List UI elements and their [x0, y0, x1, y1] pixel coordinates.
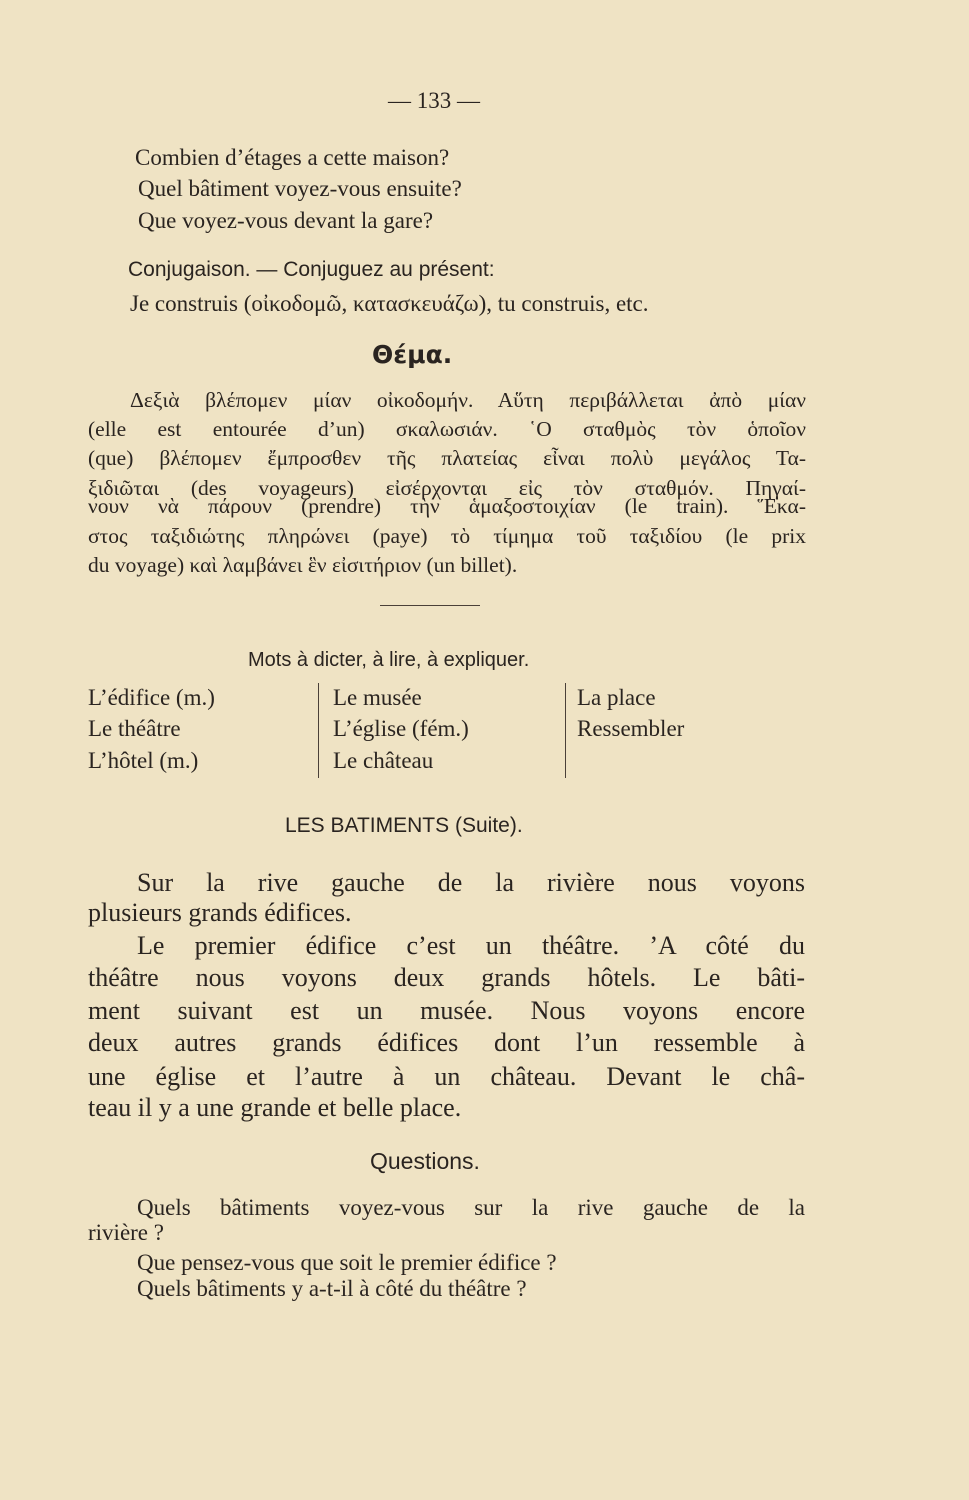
- question-line: rivière ?: [88, 1220, 164, 1245]
- divider: [380, 605, 480, 606]
- lesson-line: Sur la rive gauche de la rivière nous voyons: [137, 868, 805, 897]
- word: Le théâtre: [88, 716, 181, 741]
- thema-line: ξιδιῶται (des voyageurs) εἰσέρχονται εἰς τὸν σταθμόν. Πηγαί-: [88, 476, 806, 500]
- thema-line: Δεξιὰ βλέπομεν μίαν οἰκοδομήν. Αὕτη περιβάλλεται ἀπὸ μίαν: [130, 388, 806, 412]
- word: Le musée: [333, 685, 422, 710]
- thema-title: Θέμα.: [372, 340, 453, 369]
- question-line: Quel bâtiment voyez-vous ensuite?: [138, 176, 462, 201]
- question-line: Quels bâtiments voyez-vous sur la rive gauche de la: [137, 1195, 805, 1220]
- word: L’église (fém.): [333, 716, 469, 741]
- lesson-line: plusieurs grands édifices.: [88, 898, 352, 927]
- question-line: Que voyez-vous devant la gare?: [138, 208, 434, 233]
- thema-line: στος ταξιδιώτης πληρώνει (paye) τὸ τίμημα τοῦ ταξιδίου (le prix: [88, 524, 806, 548]
- question-line: Quels bâtiments y a-t-il à côté du théâtre ?: [137, 1276, 527, 1301]
- lesson-line: Le premier édifice c’est un théâtre. ’A côté du: [137, 931, 805, 960]
- page-number: — 133 —: [388, 88, 480, 113]
- lesson-line: théâtre nous voyons deux grands hôtels. Le bâti-: [88, 963, 805, 992]
- thema-line: (elle est entourée d’un) σκαλωσιάν. ῾Ο σταθμὸς τὸν ὁποῖον: [88, 417, 806, 441]
- conjugaison-label: Conjugaison. — Conjuguez au présent:: [128, 258, 495, 281]
- lesson-line: deux autres grands édifices dont l’un ressemble à: [88, 1028, 805, 1057]
- conjugaison-line: Je construis (οἰκοδομῶ, κατασκευάζω), tu construis, etc.: [130, 291, 649, 316]
- word: Ressembler: [577, 716, 685, 741]
- lesson-line: une église et l’autre à un château. Devant le châ-: [88, 1062, 805, 1091]
- word: Le château: [333, 748, 434, 773]
- word: L’édifice (m.): [88, 685, 215, 710]
- questions-title: Questions.: [370, 1148, 480, 1174]
- word: L’hôtel (m.): [88, 748, 199, 773]
- lesson-line: teau il y a une grande et belle place.: [88, 1093, 462, 1122]
- question-line: Que pensez-vous que soit le premier édifice ?: [137, 1250, 557, 1275]
- question-line: Combien d’étages a cette maison?: [135, 145, 450, 170]
- word: La place: [577, 685, 656, 710]
- mots-title: Mots à dicter, à lire, à expliquer.: [248, 649, 530, 671]
- thema-line: (que) βλέπομεν ἔμπροσθεν τῆς πλατείας εἶναι πολὺ μεγάλος Τα-: [88, 446, 806, 470]
- column-divider: [318, 683, 319, 778]
- column-divider: [565, 683, 566, 778]
- lesson-line: ment suivant est un musée. Nous voyons encore: [88, 996, 805, 1025]
- lesson-title: LES BATIMENTS (Suite).: [285, 814, 523, 837]
- thema-line: νουν νὰ πάρουν (prendre) τὴν ἁμαξοστοιχίαν (le train). Ἕκα-: [88, 494, 806, 518]
- thema-line: du voyage) καὶ λαμβάνει ἓν εἰσιτήριον (un billet).: [88, 553, 518, 577]
